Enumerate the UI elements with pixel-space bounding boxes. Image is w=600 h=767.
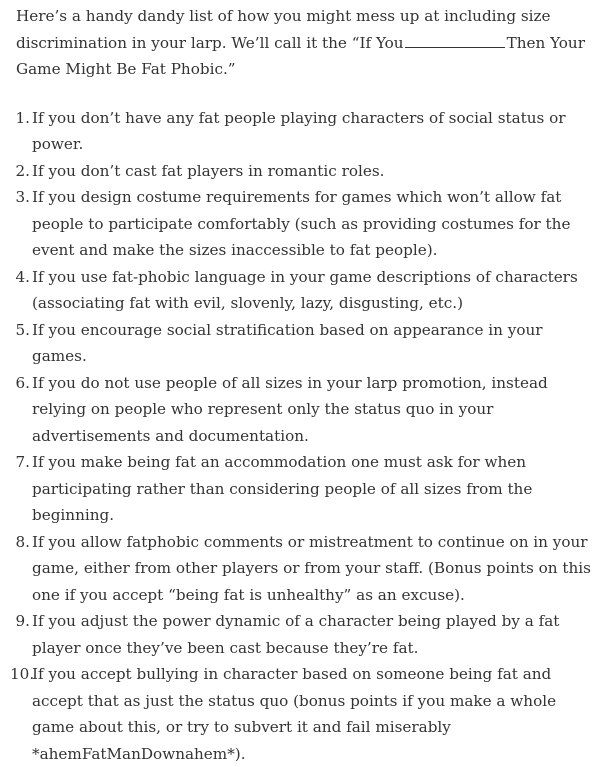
intro-text-after: Then Your Game Might Be Fat Phobic.”	[16, 34, 585, 79]
list-item-text: If you allow fatphobic comments or mistreatment to continue on in your game, either from other players or from your staff. (Bonus points on this one if you accept “being fat is unhealthy” as an excuse).	[32, 533, 591, 604]
list-item-text: If you accept bullying in character based on someone being fat and accept that as just the status quo (bonus points if you make a whole game about this, or try to subvert it and fail miserably *ahemFatManDownahem*).	[32, 665, 556, 763]
list-item-text: If you don’t cast fat players in romantic roles.	[32, 162, 384, 180]
intro-text-before: Here’s a handy dandy list of how you might mess up at including size discrimination in your larp. We’ll call it the “If You	[16, 7, 551, 52]
list-item-text: If you adjust the power dynamic of a character being played by a fat player once they’ve been cast because they’re fat.	[32, 612, 559, 657]
numbered-list	[16, 105, 592, 767]
list-item-text: If you make being fat an accommodation one must ask for when participating rather than considering people of all sizes from the beginning.	[32, 453, 532, 524]
list-item-number: 6.	[10, 370, 30, 397]
list-item-number: 4.	[10, 264, 30, 291]
list-item-number: 5.	[10, 317, 30, 344]
list-item	[16, 661, 592, 767]
list-item-text: If you use fat-phobic language in your game descriptions of characters (associating fat with evil, slovenly, lazy, disgusting, etc.)	[32, 268, 578, 313]
list-item	[16, 449, 592, 529]
list-item	[16, 158, 592, 185]
list-item-text: If you don’t have any fat people playing characters of social status or power.	[32, 109, 566, 154]
list-item	[16, 105, 592, 158]
fill-in-blank	[405, 33, 505, 48]
list-item	[16, 264, 592, 317]
list-item	[16, 529, 592, 609]
list-item-number: 10.	[10, 661, 30, 688]
list-item	[16, 370, 592, 450]
list-item-number: 7.	[10, 449, 30, 476]
list-item	[16, 184, 592, 264]
list-item-text: If you do not use people of all sizes in your larp promotion, instead relying on people who represent only the status quo in your advertisements and documentation.	[32, 374, 548, 445]
list-item-number: 9.	[10, 608, 30, 635]
list-item	[16, 317, 592, 370]
list-item-text: If you encourage social stratification based on appearance in your games.	[32, 321, 543, 366]
list-item-number: 2.	[10, 158, 30, 185]
list-item-text: If you design costume requirements for games which won’t allow fat people to participate comfortably (such as providing costumes for the event and make the sizes inaccessible to fat people).	[32, 188, 570, 259]
list-item	[16, 608, 592, 661]
list-item-number: 8.	[10, 529, 30, 556]
list-item-number: 1.	[10, 105, 30, 132]
list-item-number: 3.	[10, 184, 30, 211]
intro-paragraph	[16, 3, 592, 83]
